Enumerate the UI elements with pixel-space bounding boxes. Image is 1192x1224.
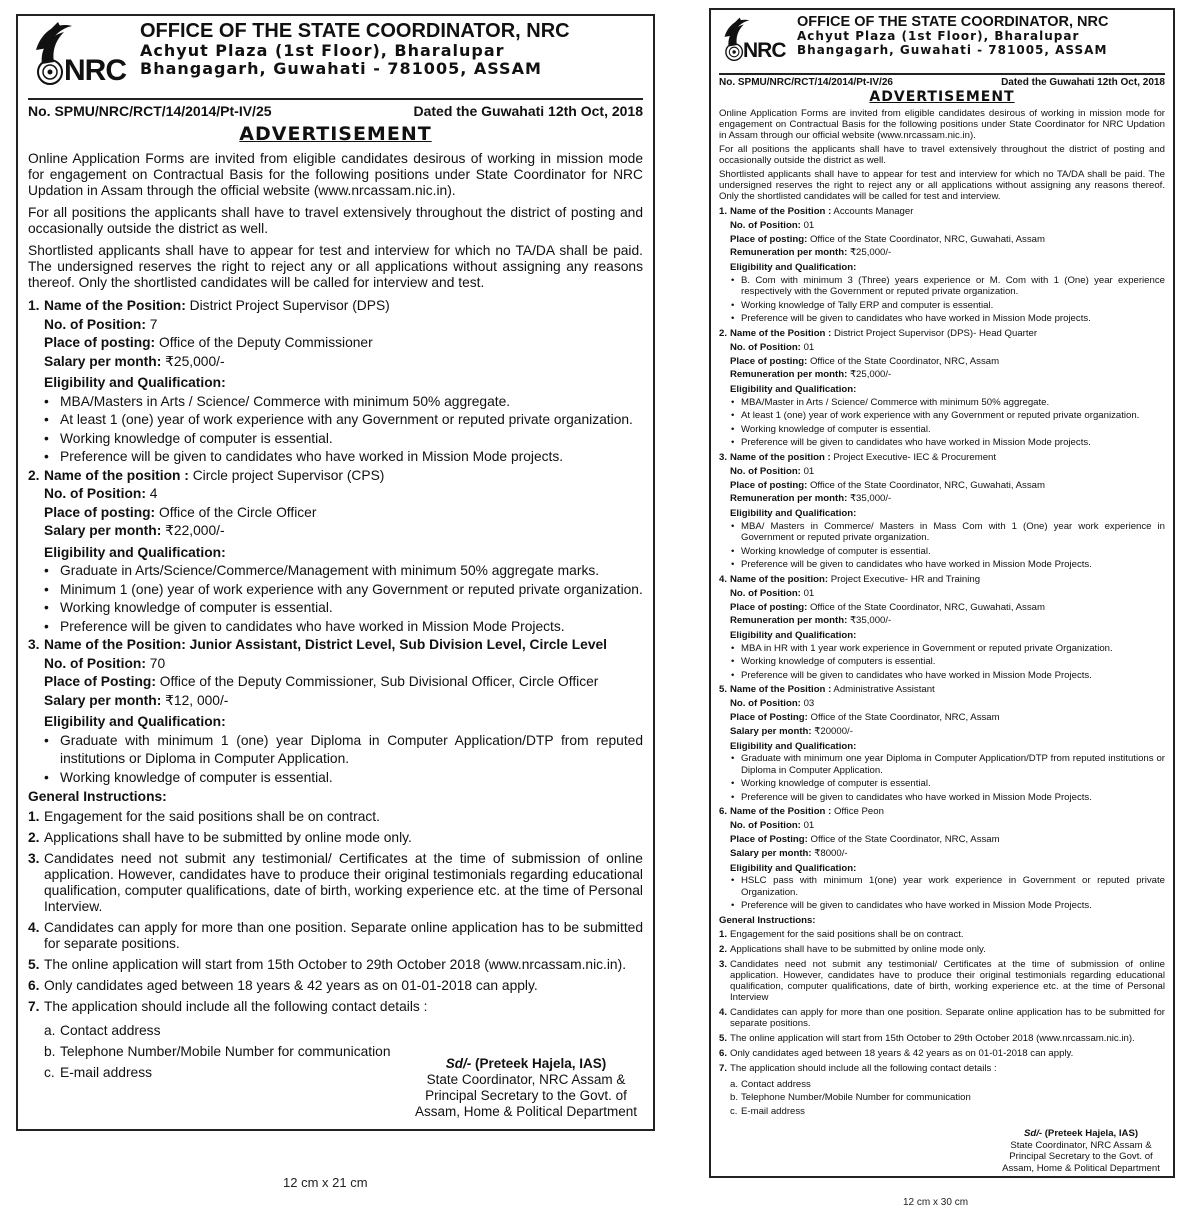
list-item: • Working knowledge of computer is essential.	[719, 424, 1165, 436]
position-name: Project Executive- HR and Training	[830, 573, 981, 585]
qualification-list	[28, 732, 643, 788]
list-item: • B. Com with minimum 3 (Three) years experience or M. Com with 1 (One) year experience respectively with the Government or reputed private organization.	[719, 275, 1165, 298]
list-item: • Graduate in Arts/Science/Commerce/Management with minimum 50% aggregate marks.	[28, 562, 643, 581]
qualification-list	[719, 275, 1165, 325]
instruction-item: 3. Candidates need not submit any testimonial/ Certificates at the time of submission of online application. However, candidates have to produce their original testimonials regarding educational qualification, computer qualifications, date of birth, working experience etc. at the time of Personal Interview.	[28, 851, 643, 914]
instruction-item: 1. Engagement for the said positions shall be on contract.	[719, 928, 964, 940]
position-block: 3. Name of the position : Project Executive- IEC & Procurement No. of Position: 01 Place of posting: Office of the State Coordinator, NRC, Guwahati, Assam Remuneration per month: ₹35,000/- Eligibility and Qualification:	[719, 451, 1045, 520]
qualification-list	[28, 393, 643, 467]
list-item: • Preference will be given to candidates who have worked in Mission Mode projects.	[719, 437, 1165, 449]
contact-item: c. E-mail address	[44, 1065, 153, 1080]
instruction-item: 7. The application should include all the following contact details :	[719, 1062, 997, 1074]
list-item: • Working knowledge of computer is essential.	[28, 769, 643, 788]
position-block: 1. Name of the Position : Accounts Manager No. of Position: 01 Place of posting: Office of the State Coordinator, NRC, Guwahati, Assam Remuneration per month: ₹25,000/- Eligibility and Qualification:	[719, 206, 1045, 274]
list-item: • Working knowledge of Tally ERP and computer is essential.	[719, 300, 1165, 312]
reference-number: No. SPMU/NRC/RCT/14/2014/Pt-IV/26	[719, 77, 893, 88]
date: Dated the Guwahati 12th Oct, 2018	[1001, 77, 1165, 88]
list-item: • Preference will be given to candidates who have worked in Mission Mode Projects.	[719, 792, 1165, 804]
qualification-list	[719, 643, 1165, 682]
instructions-title: General Instructions:	[719, 914, 816, 926]
list-item: • Working knowledge of computer is essential.	[28, 430, 643, 449]
advertisement-heading: ADVERTISEMENT	[869, 89, 1015, 105]
reference-line	[719, 73, 1165, 88]
qualification-list	[719, 875, 1165, 912]
instruction-item: 1. Engagement for the said positions shall be on contract.	[28, 809, 380, 824]
intro-paragraph: For all positions the applicants shall have to travel extensively throughout the district of posting and occasionally outside the district as well.	[719, 144, 1165, 166]
position-block: 2. Name of the Position : District Project Supervisor (DPS)- Head Quarter No. of Position: 01 Place of posting: Office of the State Coordinator, NRC, Assam Remuneration per month: ₹25,000/- Eligibility and Qualification:	[719, 327, 1038, 396]
nrc-logo: NRC	[28, 20, 124, 92]
signature-block: Sd/- (Preteek Hajela, IAS) State Coordinator, NRC Assam & Principal Secretary to the Govt. of Assam, Home & Political Department	[1002, 1128, 1160, 1174]
list-item: • Graduate with minimum 1 (one) year Diploma in Computer Application/DTP from reputed institutions or Diploma in Computer Application.	[28, 732, 643, 769]
instructions-title: General Instructions:	[28, 789, 167, 804]
advertisement-heading: ADVERTISEMENT	[239, 123, 432, 145]
position-name: Accounts Manager	[833, 206, 914, 217]
position-name: District Project Supervisor (DPS)	[189, 298, 390, 313]
advertisement-left	[16, 14, 655, 1131]
list-item: • MBA/Master in Arts / Science/ Commerce with minimum 50% aggregate.	[719, 397, 1165, 409]
address-line: Achyut Plaza (1st Floor), Bharalupar	[140, 41, 505, 61]
address-line: Bhangagarh, Guwahati - 781005, ASSAM	[140, 59, 542, 79]
contact-item: a. Contact address	[44, 1023, 161, 1038]
list-item: • MBA/Masters in Arts / Science/ Commerce with minimum 50% aggregate.	[28, 393, 643, 412]
list-item: • At least 1 (one) year of work experience with any Government or reputed private organization.	[28, 411, 643, 430]
size-label: 12 cm x 30 cm	[903, 1197, 969, 1208]
nrc-logo: NRC	[719, 14, 785, 68]
instruction-item: 4. Candidates can apply for more than one position. Separate online application has to be submitted for separate positions.	[28, 920, 643, 951]
position-block: 5. Name of the Position : Administrative Assistant No. of Position: 03 Place of Posting: Office of the State Coordinator, NRC, Assam Salary per month: ₹20000/- Eligibility and Qualification:	[719, 684, 1000, 752]
position-name: Administrative Assistant	[833, 684, 935, 696]
list-item: • Working knowledge of computer is essential.	[719, 546, 1165, 558]
address-line: Bhangagarh, Guwahati - 781005, ASSAM	[797, 42, 1108, 57]
position-block: 4. Name of the position: Project Executive- HR and Training No. of Position: 01 Place of posting: Office of the State Coordinator, NRC, Guwahati, Assam Remuneration per month: ₹35,000/- Eligibility and Qualification:	[719, 573, 1045, 642]
position-block: 1. Name of the Position: District Project Supervisor (DPS) No. of Position: 7 Place of posting: Office of the Deputy Commissioner Salary per month: ₹25,000/- Eligibility and Qualification:	[28, 298, 390, 390]
list-item: • Preference will be given to candidates who have worked in Mission Mode Projects.	[28, 618, 643, 637]
header	[719, 14, 1165, 68]
intro-paragraph: Shortlisted applicants shall have to appear for test and interview for which no TA/DA shall be paid. The undersigned reserves the right to reject any or all applications without assigning any reasons thereof. Only the shortlisted candidates will be called for interview and test.	[28, 243, 643, 290]
advertisement-right	[709, 8, 1175, 1178]
instruction-item: 5. The online application will start from 15th October to 29th October 2018 (www.nrcassam.nic.in).	[719, 1032, 1135, 1044]
list-item: • Graduate with minimum one year Diploma in Computer Application/DTP from reputed institutions or Diploma in Computer Application.	[719, 753, 1165, 776]
list-item: • Preference will be given to candidates who have worked in Mission Mode projects.	[719, 313, 1165, 325]
qualification-list	[719, 753, 1165, 803]
contact-item: b. Telephone Number/Mobile Number for communication	[44, 1044, 391, 1059]
list-item: • Preference will be given to candidates who have worked in Mission Mode Projects.	[719, 670, 1165, 682]
list-item: • At least 1 (one) year of work experience with any Government or reputed private organization.	[719, 410, 1165, 422]
date: Dated the Guwahati 12th Oct, 2018	[413, 103, 643, 119]
list-item: • Preference will be given to candidates who have worked in Mission Mode projects.	[28, 448, 643, 467]
instruction-item: 5. The online application will start from 15th October to 29th October 2018 (www.nrcassam.nic.in).	[28, 957, 627, 972]
office-title: OFFICE OF THE STATE COORDINATOR, NRC	[797, 14, 1109, 30]
list-item: • MBA/ Masters in Commerce/ Masters in Mass Com with 1 (One) year work experience in Government or reputed private organization.	[719, 521, 1165, 544]
list-item: • Working knowledge of computer is essential.	[28, 599, 643, 618]
contact-item: c. E-mail address	[730, 1105, 805, 1117]
qualification-list	[719, 521, 1165, 571]
position-name: Circle project Supervisor (CPS)	[192, 467, 385, 483]
position-name: District Project Supervisor (DPS)- Head Quarter	[833, 327, 1038, 339]
intro-paragraph: Online Application Forms are invited from eligible candidates desirous of working in mission mode for engagement on Contractual Basis for the following positions under State Coordinator for NRC Updation in Assam through the official website (www.nrcassam.nic.in).	[28, 151, 643, 198]
reference-number: No. SPMU/NRC/RCT/14/2014/Pt-IV/25	[28, 103, 272, 119]
signature-block: Sd/- (Preteek Hajela, IAS) State Coordinator, NRC Assam & Principal Secretary to the Govt. of Assam, Home & Political Department	[414, 1056, 638, 1119]
list-item: • MBA in HR with 1 year work experience in Government or reputed private Organization.	[719, 643, 1165, 655]
office-title: OFFICE OF THE STATE COORDINATOR, NRC	[140, 20, 570, 42]
intro-paragraph: For all positions the applicants shall have to travel extensively throughout the district of posting and occasionally outside the district as well.	[28, 205, 643, 236]
instruction-item: 2. Applications shall have to be submitted by online mode only.	[28, 830, 412, 845]
instruction-item: 2. Applications shall have to be submitted by online mode only.	[719, 943, 986, 955]
contact-item: a. Contact address	[730, 1078, 811, 1090]
position-name: Office Peon	[833, 806, 884, 818]
qualification-list	[719, 397, 1165, 449]
size-label: 12 cm x 21 cm	[283, 1175, 368, 1190]
instruction-item: 4. Candidates can apply for more than one position. Separate online application has to be submitted for separate positions.	[719, 1006, 1165, 1029]
instruction-item: 7. The application should include all the following contact details :	[28, 999, 428, 1014]
header	[28, 20, 643, 92]
qualification-list	[28, 562, 643, 636]
list-item: • Preference will be given to candidates who have worked in Mission Mode Projects.	[719, 900, 1165, 912]
list-item: • HSLC pass with minimum 1(one) year work experience in Government or reputed private Organization.	[719, 875, 1165, 898]
position-block: 6. Name of the Position : Office Peon No. of Position: 01 Place of Posting: Office of the State Coordinator, NRC, Assam Salary per month: ₹8000/- Eligibility and Qualification:	[719, 806, 1000, 874]
list-item: • Preference will be given to candidates who have worked in Mission Mode Projects.	[719, 559, 1165, 571]
list-item: • Minimum 1 (one) year of work experience with any Government or reputed private organization.	[28, 581, 643, 600]
reference-line	[28, 98, 643, 119]
intro-paragraph: Online Application Forms are invited from eligible candidates desirous of working in mission mode for engagement on Contractual Basis for the following positions under State Coordinator for NRC Updation in Assam through our official website (www.nrcassam.nic.in).	[719, 108, 1165, 141]
list-item: • Working knowledge of computers is essential.	[719, 656, 1165, 668]
address-line: Achyut Plaza (1st Floor), Bharalupar	[797, 29, 1080, 44]
position-block: 3. Name of the Position: Junior Assistant, District Level, Sub Division Level, Circle Level No. of Position: 70 Place of Posting: Office of the Deputy Commissioner, Sub Divisional Officer, Circle Officer Salary per month: ₹12, 000/- Eligibility and Qualification:	[28, 637, 608, 729]
instruction-item: 6. Only candidates aged between 18 years & 42 years as on 01-01-2018 can apply.	[28, 978, 538, 993]
position-block: 2. Name of the position : Circle project Supervisor (CPS) No. of Position: 4 Place of posting: Office of the Circle Officer Salary per month: ₹22,000/- Eligibility and Qualification:	[28, 467, 385, 560]
instruction-item: 3. Candidates need not submit any testimonial/ Certificates at the time of submission of online application. However, candidates have to produce their original testimonials regarding educational qualification, computer qualifications, date of birth, working experience etc. at the time of Personal Interview	[719, 958, 1165, 1003]
instruction-item: 6. Only candidates aged between 18 years & 42 years as on 01-01-2018 can apply.	[719, 1047, 1074, 1059]
position-name: Project Executive- IEC & Procurement	[833, 451, 997, 463]
intro-paragraph: Shortlisted applicants shall have to appear for test and interview for which no TA/DA shall be paid. The undersigned reserves the right to reject any or all applications without assigning any reasons thereof. Only the shortlisted candidates will be called for test and interview.	[719, 169, 1165, 202]
list-item: • Working knowledge of computer is essential.	[719, 778, 1165, 790]
contact-item: b. Telephone Number/Mobile Number for communication	[730, 1092, 971, 1104]
